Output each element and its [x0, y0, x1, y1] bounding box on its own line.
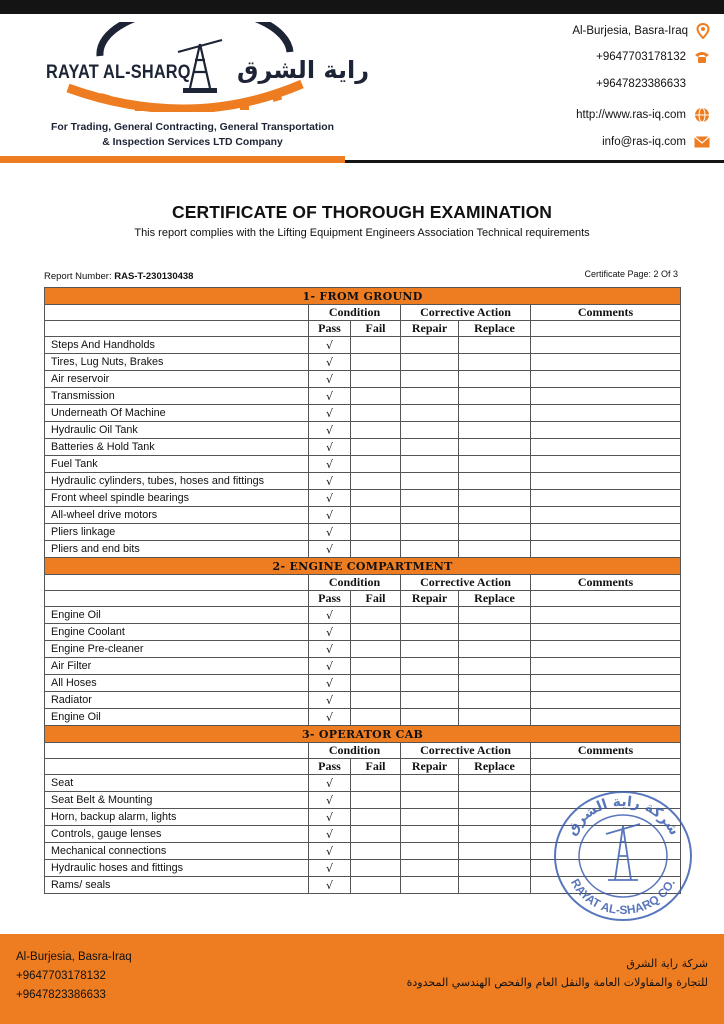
- section-header: [45, 558, 681, 575]
- replace-cell: [459, 507, 531, 524]
- comments-header: Comments: [531, 305, 681, 321]
- repair-cell: [401, 809, 459, 826]
- pass-check-cell: √: [309, 624, 351, 641]
- comments-cell: [531, 624, 681, 641]
- group-header-row: [45, 305, 681, 321]
- comments-header: Comments: [531, 575, 681, 591]
- comments-cell: [531, 675, 681, 692]
- pass-check-cell: √: [309, 675, 351, 692]
- fail-header: Fail: [351, 591, 401, 607]
- replace-header: Replace: [459, 759, 531, 775]
- replace-cell: [459, 624, 531, 641]
- stamp-text-ar: شركة راية الشرق: [563, 793, 683, 839]
- replace-cell: [459, 775, 531, 792]
- comments-cell: [531, 692, 681, 709]
- repair-cell: [401, 524, 459, 541]
- fail-cell: [351, 607, 401, 624]
- table-row: [45, 541, 681, 558]
- pass-header: Pass: [309, 321, 351, 337]
- item-label: Fuel Tank: [45, 456, 309, 473]
- pass-check-cell: √: [309, 354, 351, 371]
- condition-header: Condition: [309, 743, 401, 759]
- condition-header: Condition: [309, 575, 401, 591]
- blank-header-cell: [45, 759, 309, 775]
- fail-cell: [351, 439, 401, 456]
- repair-cell: [401, 826, 459, 843]
- sub-header-row: [45, 759, 681, 775]
- pass-check-cell: √: [309, 405, 351, 422]
- repair-cell: [401, 507, 459, 524]
- pass-check-cell: √: [309, 826, 351, 843]
- pass-check-cell: √: [309, 860, 351, 877]
- comments-cell: [531, 507, 681, 524]
- fail-cell: [351, 877, 401, 894]
- item-label: Engine Oil: [45, 607, 309, 624]
- fail-cell: [351, 388, 401, 405]
- comments-cell: [531, 422, 681, 439]
- phone-icon: [694, 50, 710, 64]
- replace-cell: [459, 388, 531, 405]
- phone1-text: +9647703178132: [596, 51, 686, 63]
- pass-check-cell: √: [309, 541, 351, 558]
- blank-header-cell: [45, 305, 309, 321]
- item-label: Controls, gauge lenses: [45, 826, 309, 843]
- fail-cell: [351, 541, 401, 558]
- fail-cell: [351, 709, 401, 726]
- envelope-icon: [694, 136, 710, 148]
- fail-cell: [351, 809, 401, 826]
- repair-cell: [401, 541, 459, 558]
- item-label: Tires, Lug Nuts, Brakes: [45, 354, 309, 371]
- item-label: Pliers and end bits: [45, 541, 309, 558]
- pass-check-cell: √: [309, 371, 351, 388]
- replace-cell: [459, 709, 531, 726]
- company-subtitle-line2: & Inspection Services LTD Company: [102, 137, 283, 148]
- pass-check-cell: √: [309, 388, 351, 405]
- pass-check-cell: √: [309, 456, 351, 473]
- header-dark-rule: [345, 160, 724, 163]
- comments-cell: [531, 405, 681, 422]
- replace-cell: [459, 843, 531, 860]
- contact-website[interactable]: [576, 107, 710, 123]
- replace-cell: [459, 860, 531, 877]
- item-label: Air Filter: [45, 658, 309, 675]
- certificate-page: Certificate Page: 2 Of 3: [584, 269, 678, 279]
- fail-header: Fail: [351, 759, 401, 775]
- pass-check-cell: √: [309, 658, 351, 675]
- page-subtitle: This report complies with the Lifting Equipment Engineers Association Technical requirements: [134, 227, 590, 239]
- item-label: Hydraulic Oil Tank: [45, 422, 309, 439]
- section-title: 2- ENGINE COMPARTMENT: [45, 558, 681, 575]
- repair-cell: [401, 792, 459, 809]
- replace-cell: [459, 658, 531, 675]
- comments-cell: [531, 354, 681, 371]
- item-label: All Hoses: [45, 675, 309, 692]
- contact-phone2[interactable]: [596, 78, 710, 90]
- contact-email[interactable]: [602, 136, 710, 148]
- table-row: [45, 456, 681, 473]
- fail-cell: [351, 524, 401, 541]
- footer-phone1[interactable]: +9647703178132: [16, 970, 106, 982]
- fail-cell: [351, 473, 401, 490]
- repair-cell: [401, 692, 459, 709]
- table-row: [45, 388, 681, 405]
- item-label: Steps And Handholds: [45, 337, 309, 354]
- pass-check-cell: √: [309, 507, 351, 524]
- repair-cell: [401, 337, 459, 354]
- item-label: Engine Coolant: [45, 624, 309, 641]
- repair-header: Repair: [401, 759, 459, 775]
- repair-cell: [401, 473, 459, 490]
- table-row: [45, 709, 681, 726]
- email-text: info@ras-iq.com: [602, 136, 686, 148]
- fail-cell: [351, 692, 401, 709]
- replace-cell: [459, 354, 531, 371]
- comments-cell: [531, 541, 681, 558]
- fail-cell: [351, 422, 401, 439]
- comments-cell: [531, 473, 681, 490]
- report-number: [44, 271, 193, 282]
- comments-cell: [531, 658, 681, 675]
- repair-cell: [401, 439, 459, 456]
- comments-cell: [531, 337, 681, 354]
- fail-cell: [351, 354, 401, 371]
- replace-cell: [459, 692, 531, 709]
- comments-cell: [531, 371, 681, 388]
- replace-cell: [459, 439, 531, 456]
- replace-header: Replace: [459, 321, 531, 337]
- table-row: [45, 524, 681, 541]
- top-dark-bar: [0, 0, 724, 14]
- comments-cell: [531, 456, 681, 473]
- table-row: [45, 405, 681, 422]
- item-label: Seat Belt & Mounting: [45, 792, 309, 809]
- repair-cell: [401, 607, 459, 624]
- footer-ar-line2: للتجارة والمقاولات العامة والنقل العام والفحص الهندسي المحدودة: [406, 976, 708, 989]
- repair-cell: [401, 709, 459, 726]
- item-label: All-wheel drive motors: [45, 507, 309, 524]
- repair-cell: [401, 658, 459, 675]
- repair-cell: [401, 624, 459, 641]
- condition-header: Condition: [309, 305, 401, 321]
- repair-cell: [401, 422, 459, 439]
- repair-cell: [401, 775, 459, 792]
- group-header-row: [45, 575, 681, 591]
- replace-cell: [459, 524, 531, 541]
- repair-cell: [401, 388, 459, 405]
- fail-cell: [351, 371, 401, 388]
- replace-cell: [459, 541, 531, 558]
- table-row: [45, 507, 681, 524]
- fail-cell: [351, 624, 401, 641]
- comments-cell: [531, 490, 681, 507]
- corrective-action-header: Corrective Action: [401, 575, 531, 591]
- fail-cell: [351, 658, 401, 675]
- group-header-row: [45, 743, 681, 759]
- pass-check-cell: √: [309, 792, 351, 809]
- table-row: [45, 473, 681, 490]
- comments-cell: [531, 607, 681, 624]
- company-stamp: [548, 784, 698, 924]
- replace-cell: [459, 826, 531, 843]
- blank-header-cell: [531, 759, 681, 775]
- footer: [0, 934, 724, 1024]
- section-title: 1- FROM GROUND: [45, 288, 681, 305]
- sub-header-row: [45, 321, 681, 337]
- pass-check-cell: √: [309, 692, 351, 709]
- fail-cell: [351, 675, 401, 692]
- sub-header-row: [45, 591, 681, 607]
- repair-cell: [401, 371, 459, 388]
- replace-cell: [459, 675, 531, 692]
- section-title: 3- OPERATOR CAB: [45, 726, 681, 743]
- comments-header: Comments: [531, 743, 681, 759]
- fail-header: Fail: [351, 321, 401, 337]
- company-logo: [40, 22, 370, 112]
- company-name-ar: راية الشرق: [237, 56, 370, 84]
- corrective-action-header: Corrective Action: [401, 305, 531, 321]
- pass-header: Pass: [309, 591, 351, 607]
- replace-cell: [459, 641, 531, 658]
- comments-cell: [531, 641, 681, 658]
- item-label: Radiator: [45, 692, 309, 709]
- header-orange-rule: [0, 156, 345, 163]
- repair-cell: [401, 860, 459, 877]
- item-label: Engine Pre-cleaner: [45, 641, 309, 658]
- replace-cell: [459, 877, 531, 894]
- comments-cell: [531, 388, 681, 405]
- replace-cell: [459, 473, 531, 490]
- page-title: CERTIFICATE OF THOROUGH EXAMINATION: [171, 202, 553, 222]
- repair-cell: [401, 675, 459, 692]
- table-row: [45, 624, 681, 641]
- fail-cell: [351, 490, 401, 507]
- company-name-en: RAYAT AL-SHARQ: [46, 62, 191, 83]
- item-label: Hydraulic hoses and fittings: [45, 860, 309, 877]
- location-pin-icon: [696, 23, 710, 39]
- replace-cell: [459, 809, 531, 826]
- report-number-label: Report Number:: [44, 271, 112, 282]
- table-row: [45, 439, 681, 456]
- comments-cell: [531, 524, 681, 541]
- pass-check-cell: √: [309, 709, 351, 726]
- table-row: [45, 337, 681, 354]
- blank-header-cell: [45, 591, 309, 607]
- phone2-text: +9647823386633: [596, 78, 686, 90]
- replace-header: Replace: [459, 591, 531, 607]
- pass-check-cell: √: [309, 843, 351, 860]
- company-subtitle: [30, 120, 355, 150]
- repair-cell: [401, 877, 459, 894]
- repair-header: Repair: [401, 321, 459, 337]
- replace-cell: [459, 371, 531, 388]
- replace-cell: [459, 337, 531, 354]
- pass-check-cell: √: [309, 490, 351, 507]
- replace-cell: [459, 422, 531, 439]
- pass-check-cell: √: [309, 473, 351, 490]
- fail-cell: [351, 507, 401, 524]
- item-label: Rams/ seals: [45, 877, 309, 894]
- item-label: Seat: [45, 775, 309, 792]
- table-row: [45, 641, 681, 658]
- repair-cell: [401, 456, 459, 473]
- corrective-action-header: Corrective Action: [401, 743, 531, 759]
- item-label: Batteries & Hold Tank: [45, 439, 309, 456]
- pass-check-cell: √: [309, 775, 351, 792]
- replace-cell: [459, 405, 531, 422]
- item-label: Mechanical connections: [45, 843, 309, 860]
- fail-cell: [351, 405, 401, 422]
- replace-cell: [459, 607, 531, 624]
- address-text: Al-Burjesia, Basra-Iraq: [572, 25, 688, 37]
- website-text: http://www.ras-iq.com: [576, 109, 686, 121]
- pass-check-cell: √: [309, 809, 351, 826]
- section-header: [45, 726, 681, 743]
- comments-cell: [531, 709, 681, 726]
- pass-check-cell: √: [309, 607, 351, 624]
- replace-cell: [459, 490, 531, 507]
- fail-cell: [351, 456, 401, 473]
- item-label: Air reservoir: [45, 371, 309, 388]
- comments-cell: [531, 439, 681, 456]
- footer-phone2[interactable]: +9647823386633: [16, 989, 106, 1001]
- fail-cell: [351, 826, 401, 843]
- item-label: Pliers linkage: [45, 524, 309, 541]
- item-label: Transmission: [45, 388, 309, 405]
- footer-arabic-name: [407, 954, 708, 992]
- item-label: Hydraulic cylinders, tubes, hoses and fittings: [45, 473, 309, 490]
- item-label: Front wheel spindle bearings: [45, 490, 309, 507]
- table-row: [45, 692, 681, 709]
- pass-check-cell: √: [309, 641, 351, 658]
- section-header: [45, 288, 681, 305]
- repair-header: Repair: [401, 591, 459, 607]
- replace-cell: [459, 792, 531, 809]
- table-row: [45, 371, 681, 388]
- table-row: [45, 607, 681, 624]
- footer-contact: [16, 948, 132, 1005]
- blank-header-cell: [531, 321, 681, 337]
- fail-cell: [351, 843, 401, 860]
- blank-header-cell: [45, 321, 309, 337]
- table-row: [45, 675, 681, 692]
- repair-cell: [401, 843, 459, 860]
- pass-check-cell: √: [309, 877, 351, 894]
- table-row: [45, 354, 681, 371]
- fail-cell: [351, 792, 401, 809]
- stamp-text-en: RAYAT AL-SHARQ CO.: [568, 876, 678, 918]
- fail-cell: [351, 775, 401, 792]
- pass-check-cell: √: [309, 422, 351, 439]
- footer-address: Al-Burjesia, Basra-Iraq: [16, 951, 132, 963]
- repair-cell: [401, 354, 459, 371]
- report-number-value: RAS-T-230130438: [114, 271, 194, 282]
- repair-cell: [401, 405, 459, 422]
- blank-header-cell: [45, 743, 309, 759]
- repair-cell: [401, 641, 459, 658]
- fail-cell: [351, 641, 401, 658]
- item-label: Horn, backup alarm, lights: [45, 809, 309, 826]
- globe-icon: [694, 107, 710, 123]
- table-row: [45, 490, 681, 507]
- replace-cell: [459, 456, 531, 473]
- blank-header-cell: [45, 575, 309, 591]
- item-label: Engine Oil: [45, 709, 309, 726]
- pass-check-cell: √: [309, 524, 351, 541]
- stamp-derrick-icon: [606, 824, 640, 880]
- pass-check-cell: √: [309, 337, 351, 354]
- table-row: [45, 658, 681, 675]
- company-subtitle-line1: For Trading, General Contracting, General Transportation: [51, 122, 334, 133]
- pass-check-cell: √: [309, 439, 351, 456]
- contact-address: [572, 23, 710, 39]
- table-row: [45, 422, 681, 439]
- item-label: Underneath Of Machine: [45, 405, 309, 422]
- contact-phone1[interactable]: [596, 50, 710, 64]
- fail-cell: [351, 337, 401, 354]
- blank-header-cell: [531, 591, 681, 607]
- repair-cell: [401, 490, 459, 507]
- fail-cell: [351, 860, 401, 877]
- pass-header: Pass: [309, 759, 351, 775]
- footer-ar-line1: شركة راية الشرق: [626, 957, 708, 970]
